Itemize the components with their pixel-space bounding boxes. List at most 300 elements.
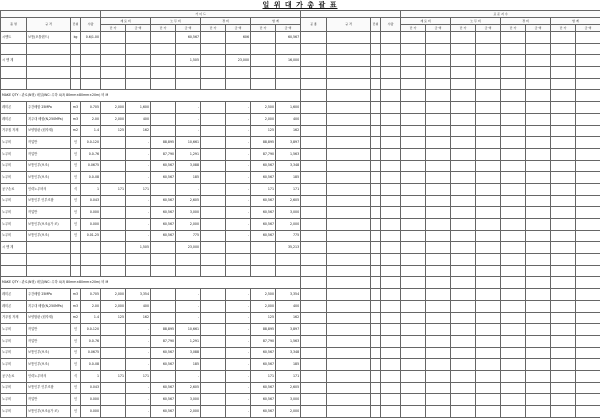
cell-unit: 인 (71, 195, 81, 207)
empty-cell (426, 277, 451, 289)
cell-eu (201, 160, 226, 172)
left-cost-table (0, 10, 301, 418)
empty-cell (476, 55, 501, 67)
empty-row (301, 32, 600, 44)
cell-spec: 지주대 배합(N,250MPa) (27, 300, 71, 312)
empty-cell (576, 183, 600, 195)
cell-tu: 60,567 (251, 160, 276, 172)
sub-col-header: 단 가 (551, 25, 576, 32)
cell-qty: 0.043 (81, 382, 101, 394)
empty-cell (551, 254, 576, 266)
empty-cell (476, 242, 501, 254)
cell-ta (276, 78, 301, 90)
cell-name: 노무비 (1, 230, 27, 242)
empty-cell (327, 32, 371, 44)
empty-cell (451, 347, 476, 359)
empty-row (301, 207, 600, 219)
cell-la (176, 254, 201, 266)
cell-qty: 0.000 (81, 394, 101, 406)
empty-cell (371, 183, 381, 195)
cell-ma: 3,354 (126, 289, 151, 301)
cell-ma: - (126, 172, 151, 184)
empty-cell (451, 277, 476, 289)
cell-unit (71, 55, 81, 67)
empty-cell (576, 67, 600, 79)
cell-eu (201, 219, 226, 231)
empty-cell (476, 394, 501, 406)
empty-cell (301, 289, 327, 301)
cell-la: 2,605 (176, 195, 201, 207)
empty-cell (381, 55, 401, 67)
cell-unit: 인 (71, 382, 81, 394)
cell-ma: 1,600 (126, 102, 151, 114)
empty-cell (401, 242, 426, 254)
empty-row (1, 78, 301, 90)
empty-cell (501, 90, 526, 102)
empty-cell (381, 335, 401, 347)
empty-row (301, 160, 600, 172)
cell-la: 10,661 (176, 324, 201, 336)
cell-ma: - (126, 160, 151, 172)
empty-row (301, 347, 600, 359)
empty-cell (551, 406, 576, 418)
empty-cell (371, 43, 381, 55)
sub-col-header: 단 가 (451, 25, 476, 32)
cell-unit: 인 (71, 406, 81, 418)
cell-ma: - (126, 347, 151, 359)
empty-cell (551, 172, 576, 184)
cell-mu (101, 406, 126, 418)
empty-cell (501, 102, 526, 114)
cell-spec: 인력노무비의 (27, 183, 71, 195)
empty-cell (327, 277, 371, 289)
cell-name: 레미콘 (1, 300, 27, 312)
cell-la: 60,567 (176, 32, 201, 44)
table-row (1, 230, 301, 242)
empty-cell (501, 289, 526, 301)
cell-eu (201, 55, 226, 67)
cell-unit: 인 (71, 137, 81, 149)
empty-cell (551, 382, 576, 394)
empty-cell (526, 90, 551, 102)
empty-cell (501, 207, 526, 219)
cell-la: - (176, 300, 201, 312)
cell-lu: 60,567 (151, 382, 176, 394)
cell-ta (276, 265, 301, 277)
cell-spec (27, 55, 71, 67)
empty-cell (451, 394, 476, 406)
empty-row (301, 335, 600, 347)
empty-cell (426, 335, 451, 347)
empty-row (301, 183, 600, 195)
empty-cell (301, 265, 327, 277)
empty-cell (526, 335, 551, 347)
empty-row (301, 43, 600, 55)
cell-ma: - (126, 394, 151, 406)
empty-cell (476, 102, 501, 114)
cell-la: 10,661 (176, 137, 201, 149)
cell-la: 775 (176, 230, 201, 242)
empty-cell (526, 289, 551, 301)
empty-cell (401, 172, 426, 184)
empty-cell (526, 312, 551, 324)
cell-tu: 2,500 (251, 102, 276, 114)
cell-lu (151, 113, 176, 125)
empty-cell (426, 125, 451, 137)
empty-cell (526, 55, 551, 67)
cell-ea: - (226, 382, 251, 394)
table-row (1, 219, 301, 231)
empty-cell (476, 382, 501, 394)
empty-cell (401, 78, 426, 90)
empty-cell (381, 406, 401, 418)
empty-cell (551, 113, 576, 125)
empty-cell (526, 207, 551, 219)
empty-cell (327, 300, 371, 312)
empty-cell (501, 55, 526, 67)
empty-cell (526, 347, 551, 359)
empty-cell (401, 265, 426, 277)
empty-cell (576, 312, 600, 324)
empty-cell (576, 359, 600, 371)
cell-tu (251, 55, 276, 67)
cell-ma: 1,505 (126, 242, 151, 254)
empty-cell (381, 67, 401, 79)
cell-ta (276, 254, 301, 266)
cell-spec (27, 78, 71, 90)
cell-name (1, 78, 27, 90)
cell-unit: m2 (71, 312, 81, 324)
cell-ea: - (226, 183, 251, 195)
empty-cell (371, 370, 381, 382)
cell-la: 1,291 (176, 335, 201, 347)
empty-cell (401, 277, 426, 289)
empty-cell (401, 43, 426, 55)
cell-ta: 2,605 (276, 195, 301, 207)
empty-cell (526, 125, 551, 137)
cell-mu: 2,000 (101, 300, 126, 312)
empty-cell (301, 183, 327, 195)
empty-cell (526, 394, 551, 406)
empty-cell (576, 195, 600, 207)
empty-cell (371, 32, 381, 44)
empty-cell (401, 113, 426, 125)
cell-lu: 88,895 (151, 137, 176, 149)
cell-la: - (176, 125, 201, 137)
empty-cell (401, 394, 426, 406)
empty-cell (327, 160, 371, 172)
empty-cell (451, 183, 476, 195)
cell-name: 시 멘 계 (1, 55, 27, 67)
empty-cell (301, 335, 327, 347)
empty-cell (327, 382, 371, 394)
empty-cell (451, 137, 476, 149)
cell-spec: 작업반 (27, 148, 71, 160)
empty-row (301, 219, 600, 231)
cell-spec: 보통인부(보조)(가 조) (27, 406, 71, 418)
empty-cell (551, 90, 576, 102)
empty-row (301, 359, 600, 371)
cell-lu (151, 289, 176, 301)
table-row (1, 160, 301, 172)
cell-lu (151, 242, 176, 254)
empty-cell (401, 148, 426, 160)
cell-eu (201, 289, 226, 301)
empty-cell (476, 300, 501, 312)
empty-cell (451, 382, 476, 394)
empty-cell (426, 207, 451, 219)
col-header: 품 명 (1, 18, 27, 32)
empty-cell (451, 335, 476, 347)
cell-eu (201, 113, 226, 125)
empty-cell (526, 78, 551, 90)
section-title: MAKE QTY : 관로(N형) 매설(WC: 수하 4(폭 80mm×80mm×20m) 비 M (1, 277, 301, 289)
empty-cell (576, 406, 600, 418)
empty-cell (526, 195, 551, 207)
cell-spec: 작업반 (27, 394, 71, 406)
table-row (1, 347, 301, 359)
cell-tu: 87,790 (251, 335, 276, 347)
cell-spec (27, 43, 71, 55)
empty-cell (551, 230, 576, 242)
empty-cell (381, 125, 401, 137)
empty-cell (426, 289, 451, 301)
cell-tu (251, 242, 276, 254)
table-row (1, 382, 301, 394)
cell-ea (226, 242, 251, 254)
empty-cell (371, 102, 381, 114)
empty-cell (401, 382, 426, 394)
cell-ea: 606 (226, 32, 251, 44)
table-row (1, 125, 301, 137)
cell-qty: 2.00 (81, 300, 101, 312)
cell-name: 노무비 (1, 207, 27, 219)
empty-cell (401, 406, 426, 418)
cell-eu (201, 370, 226, 382)
cell-tu: 125 (251, 125, 276, 137)
cell-lu (151, 370, 176, 382)
empty-cell (501, 370, 526, 382)
cell-name (1, 67, 27, 79)
empty-cell (426, 312, 451, 324)
empty-cell (526, 382, 551, 394)
empty-cell (551, 137, 576, 149)
cell-ta: 1,563 (276, 335, 301, 347)
cell-ta: 35,213 (276, 242, 301, 254)
empty-cell (371, 90, 381, 102)
cell-ea: - (226, 172, 251, 184)
empty-cell (327, 137, 371, 149)
empty-row (301, 300, 600, 312)
col-group-header: 경 비 (501, 18, 551, 25)
empty-cell (476, 90, 501, 102)
empty-cell (371, 406, 381, 418)
empty-cell (476, 265, 501, 277)
col-group-header: 노 무 비 (151, 18, 201, 25)
cell-eu (201, 67, 226, 79)
empty-cell (327, 359, 371, 371)
empty-cell (426, 137, 451, 149)
cell-ea: - (226, 289, 251, 301)
sub-col-header: 금 액 (276, 25, 301, 32)
cell-ma (126, 78, 151, 90)
empty-cell (301, 125, 327, 137)
cell-unit: 인 (71, 394, 81, 406)
empty-cell (381, 312, 401, 324)
cell-unit (71, 265, 81, 277)
cell-tu: 60,567 (251, 207, 276, 219)
empty-cell (526, 32, 551, 44)
cell-qty: 0.0675 (81, 160, 101, 172)
cell-unit (71, 242, 81, 254)
cell-name: 레미콘 (1, 289, 27, 301)
cell-name: 노무비 (1, 406, 27, 418)
empty-cell (501, 382, 526, 394)
empty-cell (526, 113, 551, 125)
empty-row (301, 137, 600, 149)
empty-row (301, 242, 600, 254)
empty-cell (501, 219, 526, 231)
empty-cell (526, 254, 551, 266)
empty-cell (576, 254, 600, 266)
empty-cell (426, 219, 451, 231)
cell-lu: 87,790 (151, 148, 176, 160)
empty-cell (576, 324, 600, 336)
empty-cell (327, 113, 371, 125)
empty-cell (426, 183, 451, 195)
empty-row (301, 67, 600, 79)
empty-cell (426, 359, 451, 371)
cell-ea: - (226, 160, 251, 172)
cell-spec: 보통인부(보조) (27, 172, 71, 184)
empty-cell (501, 242, 526, 254)
empty-cell (576, 55, 600, 67)
empty-cell (476, 172, 501, 184)
cell-eu (201, 172, 226, 184)
cell-ma: - (126, 359, 151, 371)
empty-cell (451, 207, 476, 219)
table-row (1, 195, 301, 207)
cell-ta: 3,897 (276, 324, 301, 336)
cell-ma: - (126, 382, 151, 394)
empty-cell (301, 195, 327, 207)
empty-cell (327, 55, 371, 67)
cell-ma: - (126, 324, 151, 336)
empty-cell (576, 242, 600, 254)
cell-ea: - (226, 125, 251, 137)
cell-qty: 0.0-120 (81, 137, 101, 149)
cell-unit: 인 (71, 148, 81, 160)
empty-cell (476, 289, 501, 301)
empty-cell (301, 148, 327, 160)
empty-cell (381, 277, 401, 289)
cell-ea: - (226, 102, 251, 114)
cell-spec: 보통인부(보조) (27, 347, 71, 359)
cell-ma: 162 (126, 312, 151, 324)
cell-eu (201, 254, 226, 266)
cell-spec (27, 265, 71, 277)
empty-cell (551, 394, 576, 406)
empty-row (301, 195, 600, 207)
cell-mu (101, 43, 126, 55)
cell-name: 레미콘 (1, 102, 27, 114)
table-row (1, 32, 301, 44)
section-header-row (1, 90, 301, 102)
cell-mu (101, 382, 126, 394)
cell-la: - (176, 312, 201, 324)
cell-name: 노무비 (1, 382, 27, 394)
empty-cell (381, 172, 401, 184)
section-title: MAKE QTY : 관로(N형) 매설(WC: 수하 4(폭 80mm×80mm×20m) 비 M (1, 90, 301, 102)
cell-ea (226, 254, 251, 266)
cell-unit: 인 (71, 324, 81, 336)
empty-cell (401, 125, 426, 137)
empty-cell (327, 207, 371, 219)
cell-lu: 60,567 (151, 219, 176, 231)
cell-qty: 0.6/1.00 (81, 32, 101, 44)
empty-cell (551, 148, 576, 160)
cell-ta: 162 (276, 125, 301, 137)
empty-cell (371, 289, 381, 301)
empty-cell (551, 289, 576, 301)
cell-lu: 60,567 (151, 172, 176, 184)
empty-cell (451, 67, 476, 79)
empty-cell (476, 254, 501, 266)
empty-cell (381, 289, 401, 301)
cell-la (176, 43, 201, 55)
cell-name: 노무비 (1, 148, 27, 160)
cell-eu (201, 102, 226, 114)
cell-name: 시 멘 계 (1, 242, 27, 254)
empty-cell (551, 43, 576, 55)
empty-cell (501, 183, 526, 195)
empty-cell (451, 219, 476, 231)
cell-lu: 60,567 (151, 347, 176, 359)
cell-unit: 인 (71, 160, 81, 172)
cell-qty: 2.00 (81, 113, 101, 125)
empty-cell (327, 324, 371, 336)
cell-ta: 775 (276, 230, 301, 242)
cell-unit: m2 (71, 125, 81, 137)
cell-qty (81, 43, 101, 55)
cell-tu: 2,000 (251, 113, 276, 125)
cell-spec: 주간배합 25MPa (27, 289, 71, 301)
empty-cell (301, 370, 327, 382)
empty-cell (371, 359, 381, 371)
empty-cell (526, 102, 551, 114)
cell-ta: 400 (276, 113, 301, 125)
cell-qty: 0.000 (81, 406, 101, 418)
cell-eu (201, 148, 226, 160)
cell-unit: 인 (71, 347, 81, 359)
cell-name: 거푸집 자재 (1, 125, 27, 137)
empty-cell (476, 277, 501, 289)
empty-cell (301, 242, 327, 254)
cell-mu (101, 219, 126, 231)
empty-cell (576, 148, 600, 160)
empty-cell (327, 394, 371, 406)
empty-cell (301, 394, 327, 406)
empty-cell (301, 78, 327, 90)
cell-mu (101, 347, 126, 359)
empty-cell (426, 32, 451, 44)
cell-spec (27, 67, 71, 79)
empty-cell (551, 370, 576, 382)
empty-cell (551, 347, 576, 359)
cell-ea: - (226, 406, 251, 418)
col-group-header: 노 무 비 (451, 18, 501, 25)
empty-cell (371, 172, 381, 184)
